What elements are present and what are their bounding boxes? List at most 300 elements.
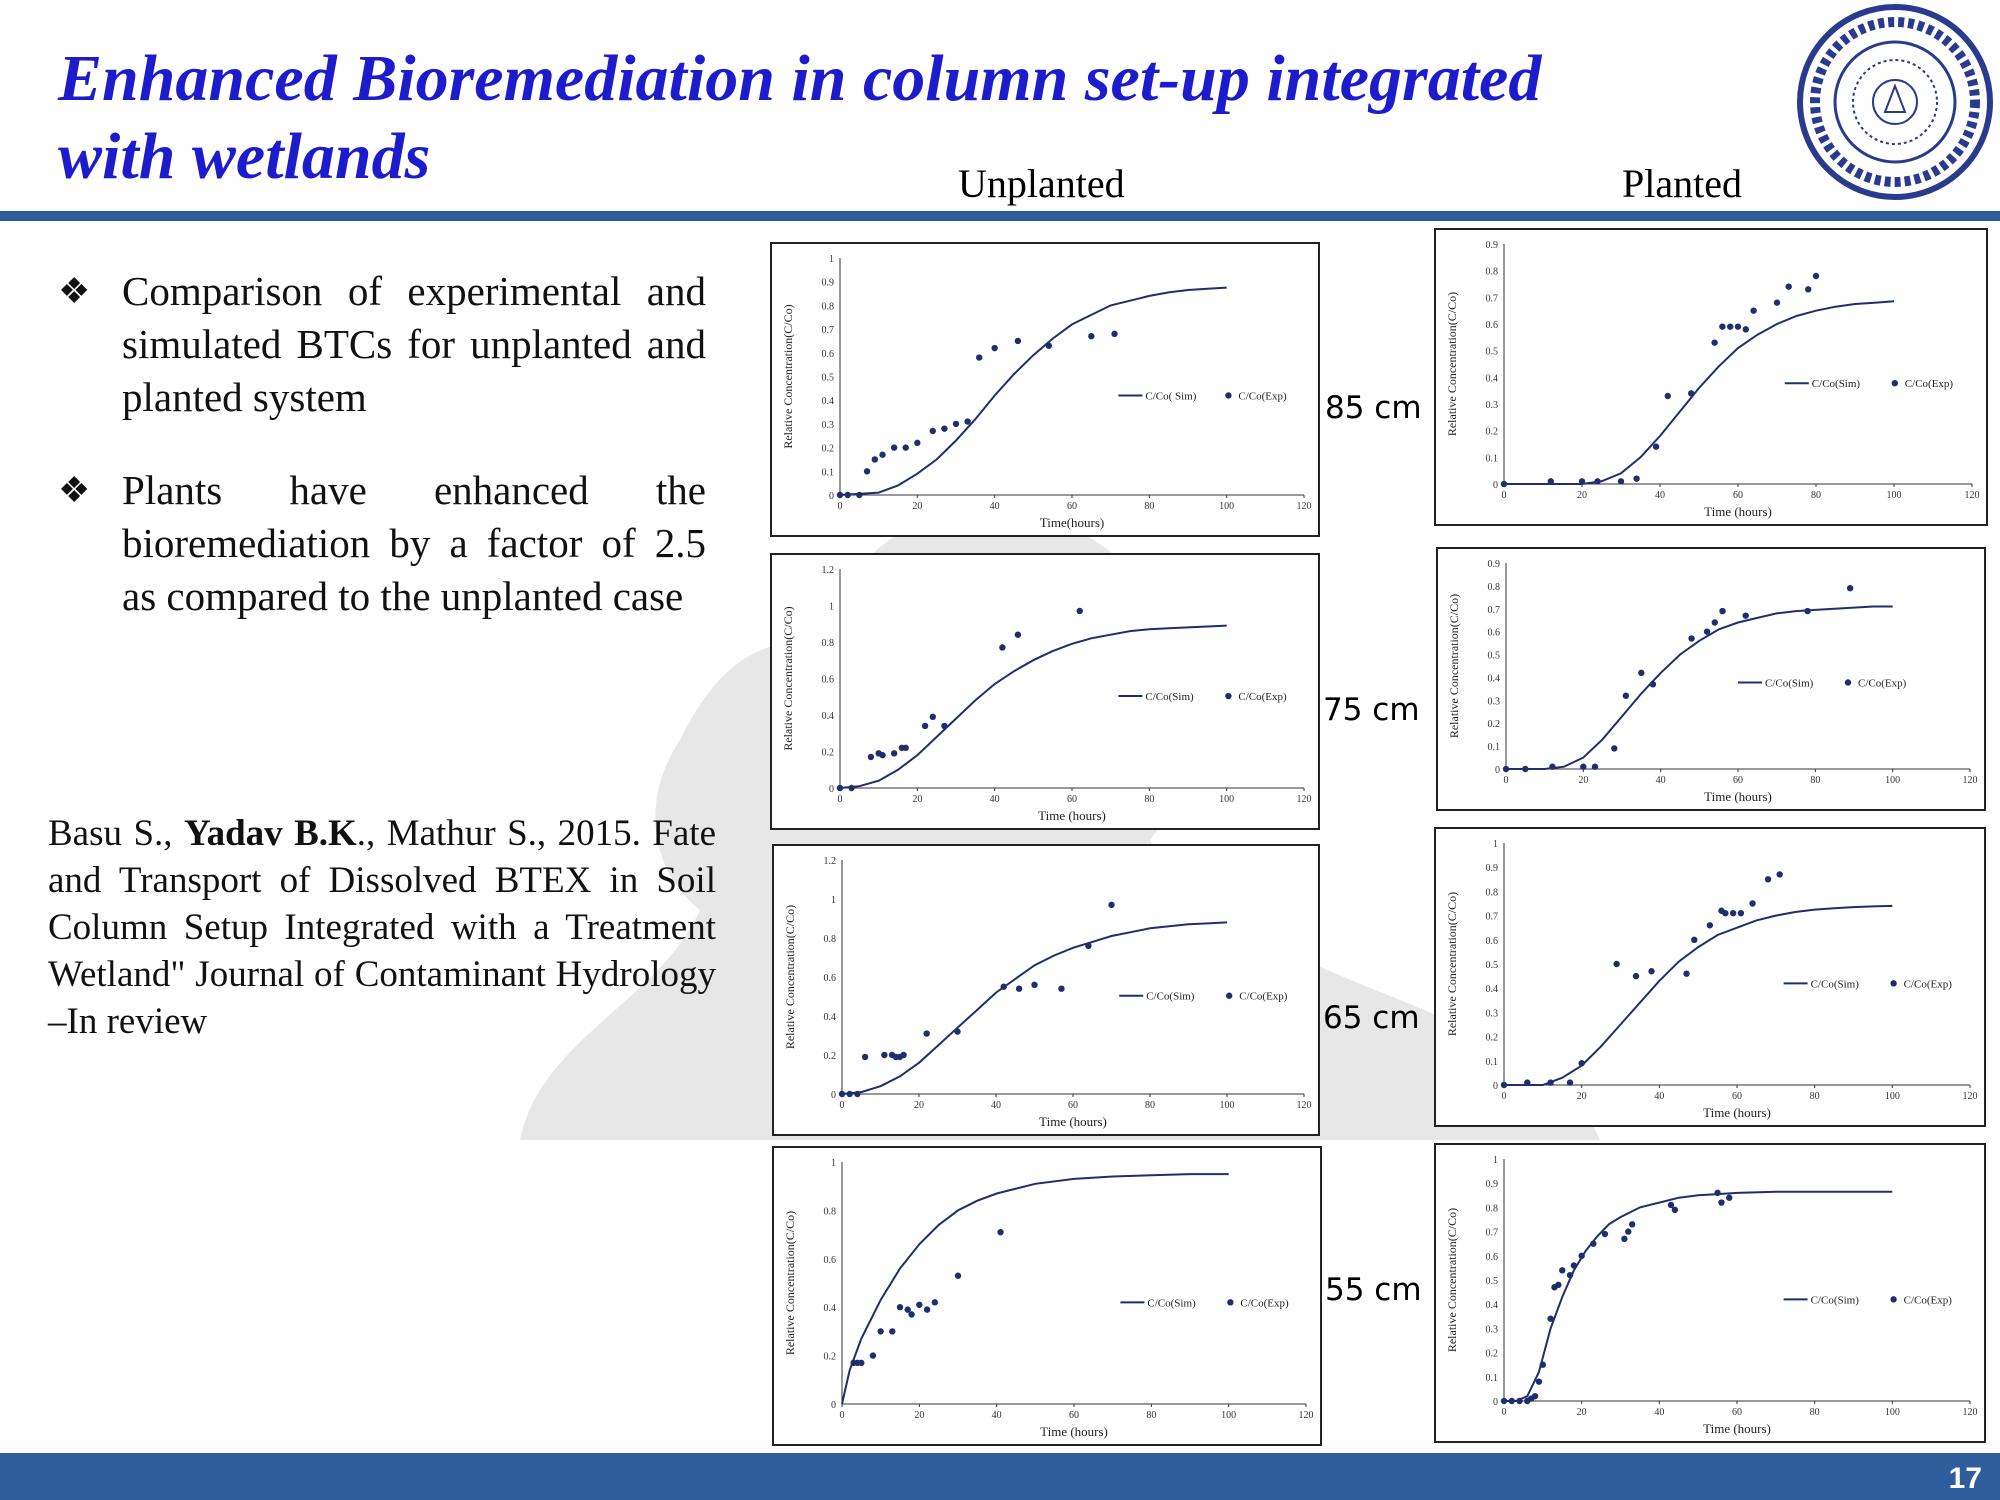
exp-data-point — [1567, 1272, 1573, 1278]
legend-label: C/Co(Exp) — [1238, 390, 1287, 403]
y-tick-label: 0 — [1495, 765, 1500, 776]
exp-data-point — [1594, 478, 1600, 484]
y-tick-label: 1 — [1493, 839, 1498, 850]
x-axis-title: Time (hours) — [1039, 1114, 1107, 1129]
y-tick-label: 0.3 — [821, 419, 834, 431]
exp-data-point — [1536, 1378, 1542, 1384]
x-tick-label: 60 — [1067, 794, 1077, 805]
y-tick-label: 1 — [831, 1158, 836, 1169]
exp-data-point — [1547, 1079, 1553, 1085]
x-tick-label: 60 — [1733, 775, 1743, 786]
page-number: 17 — [1948, 1462, 1982, 1495]
exp-data-point — [1501, 1398, 1507, 1404]
x-tick-label: 100 — [1219, 1100, 1235, 1111]
exp-data-point — [1625, 1228, 1631, 1234]
x-tick-label: 120 — [1962, 1091, 1978, 1102]
legend-label: C/Co(Sim) — [1146, 990, 1195, 1003]
x-tick-label: 0 — [839, 1410, 845, 1421]
exp-data-point — [839, 1091, 845, 1097]
exp-data-point — [1532, 1393, 1538, 1399]
y-tick-label: 1.2 — [823, 856, 836, 867]
chart-planted-85 — [1434, 228, 1988, 526]
y-tick-label: 0.1 — [1485, 453, 1498, 465]
exp-data-point — [891, 750, 897, 756]
y-tick-label: 0.2 — [1487, 719, 1500, 731]
slide-title — [58, 40, 1618, 196]
y-tick-label: 0.8 — [1485, 1203, 1498, 1215]
exp-data-point — [1602, 1231, 1608, 1237]
y-tick-label: 0.8 — [823, 934, 836, 945]
exp-data-point — [1719, 608, 1725, 614]
x-tick-label: 120 — [1962, 1407, 1978, 1418]
y-tick-label: 1 — [831, 895, 836, 906]
x-tick-label: 20 — [1577, 490, 1587, 501]
y-tick-label: 0.2 — [823, 1051, 836, 1062]
legend-label: C/Co(Exp) — [1904, 378, 1954, 391]
exp-data-point — [1813, 273, 1819, 279]
x-tick-label: 120 — [1296, 1100, 1312, 1111]
y-tick-label: 0.9 — [1485, 863, 1498, 875]
x-tick-label: 40 — [1654, 1091, 1665, 1102]
y-tick-label: 0.3 — [1487, 696, 1500, 708]
y-axis-title: Relative Concentration(C/Co) — [1447, 593, 1461, 739]
exp-data-point — [856, 492, 862, 498]
exp-data-point — [955, 1273, 961, 1279]
x-tick-label: 0 — [1503, 775, 1509, 786]
y-tick-label: 0 — [831, 1090, 836, 1101]
x-tick-label: 80 — [1810, 775, 1821, 786]
y-tick-label: 0.8 — [823, 1206, 836, 1218]
x-tick-label: 100 — [1219, 794, 1235, 805]
exp-data-point — [1611, 745, 1617, 751]
y-tick-label: 0 — [829, 491, 834, 502]
slide-title-line-2: with wetlands — [58, 120, 431, 193]
exp-data-point — [1749, 900, 1755, 906]
y-tick-label: 0.1 — [1487, 742, 1500, 754]
exp-data-point — [991, 345, 997, 351]
exp-data-point — [922, 723, 928, 729]
y-tick-label: 0.1 — [1485, 1372, 1498, 1384]
x-tick-label: 20 — [914, 1100, 924, 1111]
exp-data-point — [1108, 902, 1114, 908]
chart-planted-65 — [1434, 827, 1986, 1127]
exp-data-point — [891, 444, 897, 450]
x-tick-label: 0 — [1501, 1091, 1507, 1102]
legend-dot-swatch — [1227, 1299, 1233, 1305]
exp-data-point — [1516, 1398, 1522, 1404]
legend-label: C/Co(Exp) — [1238, 691, 1287, 704]
exp-data-point — [1567, 1079, 1573, 1085]
chart-svg — [1436, 230, 1986, 524]
x-axis-title: Time (hours) — [1703, 1105, 1771, 1120]
x-tick-label: 100 — [1219, 501, 1235, 512]
x-tick-label: 100 — [1886, 490, 1902, 501]
y-tick-label: 0.5 — [1485, 1276, 1498, 1287]
exp-data-point — [1743, 326, 1749, 332]
exp-data-point — [1730, 910, 1736, 916]
exp-data-point — [1718, 1199, 1724, 1205]
y-tick-label: 0.3 — [1485, 400, 1498, 411]
legend-dot-swatch — [1845, 679, 1851, 685]
chart-unplanted-85 — [770, 242, 1320, 537]
y-tick-label: 0.9 — [821, 277, 834, 289]
y-tick-label: 0.8 — [1485, 887, 1498, 899]
y-tick-label: 1 — [829, 254, 834, 265]
x-tick-label: 20 — [912, 501, 923, 512]
y-tick-label: 0.6 — [821, 348, 834, 360]
x-tick-label: 80 — [1809, 1091, 1820, 1102]
header-divider — [0, 211, 2000, 221]
sim-series-line — [840, 626, 1227, 788]
exp-data-point — [1672, 1207, 1678, 1213]
diamond-bullet-icon: ❖ — [58, 271, 91, 311]
x-tick-label: 20 — [1576, 1407, 1587, 1418]
exp-data-point — [908, 1311, 914, 1317]
legend-label: C/Co(Exp) — [1239, 990, 1288, 1003]
exp-data-point — [1077, 608, 1083, 614]
legend-label: C/Co(Sim) — [1765, 677, 1814, 690]
y-tick-label: 0.6 — [823, 973, 836, 984]
x-tick-label: 100 — [1885, 775, 1901, 786]
legend-dot-swatch — [1890, 1296, 1896, 1302]
exp-data-point — [1621, 1236, 1627, 1242]
exp-data-point — [868, 754, 874, 760]
x-tick-label: 60 — [1067, 501, 1077, 512]
y-tick-label: 0 — [1493, 1397, 1498, 1408]
y-tick-label: 0.6 — [821, 674, 834, 686]
exp-data-point — [1058, 986, 1064, 992]
legend-dot-swatch — [1225, 693, 1231, 699]
y-axis-title: Relative Concentration(C/Co) — [1445, 891, 1459, 1037]
legend-label: C/Co(Sim) — [1145, 691, 1194, 704]
exp-data-point — [1786, 283, 1792, 289]
y-tick-label: 1 — [1493, 1155, 1498, 1166]
exp-data-point — [1579, 478, 1585, 484]
exp-data-point — [964, 418, 970, 424]
exp-data-point — [1509, 1398, 1515, 1404]
y-tick-label: 0.4 — [821, 711, 834, 722]
exp-data-point — [903, 745, 909, 751]
exp-data-point — [1015, 632, 1021, 638]
y-tick-label: 0.4 — [823, 1303, 836, 1315]
x-axis-title: Time (hours) — [1703, 1421, 1771, 1436]
exp-data-point — [1704, 628, 1710, 634]
x-tick-label: 0 — [1501, 1407, 1507, 1418]
chart-svg — [1436, 829, 1984, 1125]
exp-data-point — [854, 1091, 860, 1097]
exp-data-point — [999, 644, 1005, 650]
legend-label: C/Co(Exp) — [1240, 1297, 1289, 1310]
exp-data-point — [879, 452, 885, 458]
y-tick-label: 1 — [829, 601, 834, 613]
x-axis-title: Time (hours) — [1040, 1424, 1108, 1439]
exp-data-point — [1774, 299, 1780, 305]
diamond-bullet-icon: ❖ — [58, 470, 91, 510]
exp-data-point — [877, 1328, 883, 1334]
x-tick-label: 120 — [1964, 490, 1980, 501]
x-tick-label: 120 — [1962, 775, 1978, 786]
y-tick-label: 0.1 — [821, 467, 834, 479]
exp-data-point — [881, 1052, 887, 1058]
x-tick-label: 0 — [837, 501, 843, 512]
exp-data-point — [1633, 475, 1639, 481]
y-tick-label: 0.9 — [1485, 1179, 1498, 1191]
legend-label: C/Co(Exp) — [1903, 978, 1952, 991]
exp-data-point — [916, 1302, 922, 1308]
x-tick-label: 80 — [1144, 501, 1155, 512]
legend-dot-swatch — [1225, 392, 1231, 398]
slide-title-line-1: Enhanced Bioremediation in column set-up integrated — [58, 42, 1542, 115]
x-tick-label: 40 — [1655, 775, 1666, 786]
x-tick-label: 100 — [1884, 1091, 1900, 1102]
exp-data-point — [930, 714, 936, 720]
exp-data-point — [903, 444, 909, 450]
x-tick-label: 80 — [1144, 794, 1155, 805]
y-tick-label: 0.7 — [1485, 293, 1498, 305]
y-tick-label: 0.4 — [823, 1012, 836, 1023]
exp-data-point — [1088, 333, 1094, 339]
exp-data-point — [1522, 766, 1528, 772]
exp-data-point — [847, 1091, 853, 1097]
exp-data-point — [1001, 984, 1007, 990]
exp-data-point — [837, 785, 843, 791]
x-tick-label: 20 — [914, 1410, 925, 1421]
exp-data-point — [1765, 876, 1771, 882]
chart-planted-55 — [1434, 1143, 1986, 1443]
exp-data-point — [1501, 1082, 1507, 1088]
y-axis-title: Relative Concentration(C/Co) — [1445, 291, 1459, 437]
exp-data-point — [1524, 1079, 1530, 1085]
bullet-text: Comparison of experimental and simulated BTCs for unplanted and planted system — [122, 268, 706, 420]
unplanted-label: Unplanted — [958, 161, 1125, 206]
y-tick-label: 0.6 — [1487, 627, 1500, 639]
chart-svg — [772, 244, 1318, 535]
exp-data-point — [1031, 982, 1037, 988]
y-axis-title: Relative Concentration(C/Co) — [783, 904, 797, 1050]
sim-series-line — [842, 922, 1227, 1094]
depth-label-65: 65 cm — [1323, 1000, 1420, 1036]
chart-svg — [772, 555, 1318, 828]
x-axis-title: Time (hours) — [1704, 504, 1772, 519]
exp-data-point — [914, 440, 920, 446]
y-tick-label: 0.9 — [1487, 559, 1500, 570]
exp-data-point — [1580, 764, 1586, 770]
sim-series-line — [842, 1174, 1229, 1404]
legend-label: C/Co(Sim) — [1811, 378, 1861, 391]
y-tick-label: 0.5 — [1485, 346, 1498, 358]
exp-data-point — [1750, 307, 1756, 313]
y-tick-label: 0.9 — [1485, 240, 1498, 251]
exp-data-point — [1722, 910, 1728, 916]
exp-data-point — [897, 1304, 903, 1310]
exp-data-point — [889, 1328, 895, 1334]
exp-data-point — [924, 1030, 930, 1036]
chart-svg — [774, 1148, 1320, 1444]
legend-dot-swatch — [1892, 380, 1898, 386]
y-tick-label: 0.6 — [1485, 1251, 1498, 1263]
legend-label: C/Co(Exp) — [1903, 1294, 1952, 1307]
exp-data-point — [1711, 339, 1717, 345]
exp-data-point — [1735, 323, 1741, 329]
x-axis-title: Time (hours) — [1038, 808, 1106, 823]
y-tick-label: 0.2 — [1485, 426, 1498, 438]
bullet-item — [58, 464, 706, 623]
chart-svg — [1436, 1145, 1984, 1441]
x-tick-label: 60 — [1068, 1100, 1078, 1111]
exp-data-point — [1777, 871, 1783, 877]
exp-data-point — [1623, 693, 1629, 699]
exp-data-point — [1727, 323, 1733, 329]
y-tick-label: 0.6 — [823, 1254, 836, 1266]
y-tick-label: 0 — [1493, 480, 1498, 491]
exp-data-point — [1804, 608, 1810, 614]
legend-label: C/Co(Sim) — [1810, 978, 1859, 991]
exp-data-point — [997, 1229, 1003, 1235]
chart-unplanted-55 — [772, 1146, 1322, 1446]
exp-data-point — [1714, 1190, 1720, 1196]
y-tick-label: 0.7 — [1485, 911, 1498, 923]
y-tick-label: 0.2 — [821, 443, 834, 455]
exp-data-point — [837, 492, 843, 498]
y-tick-label: 0 — [831, 1400, 836, 1411]
exp-data-point — [1648, 968, 1654, 974]
exp-data-point — [1847, 585, 1853, 591]
exp-data-point — [1726, 1195, 1732, 1201]
exp-data-point — [1707, 922, 1713, 928]
exp-data-point — [1503, 766, 1509, 772]
chart-svg — [1438, 549, 1984, 809]
depth-label-55: 55 cm — [1325, 1272, 1422, 1308]
y-tick-label: 0.5 — [821, 372, 834, 384]
exp-data-point — [1016, 986, 1022, 992]
exp-data-point — [879, 752, 885, 758]
y-tick-label: 0.8 — [1487, 581, 1500, 593]
x-tick-label: 100 — [1221, 1410, 1237, 1421]
x-tick-label: 120 — [1298, 1410, 1314, 1421]
exp-data-point — [1633, 973, 1639, 979]
exp-data-point — [932, 1299, 938, 1305]
chart-unplanted-75 — [770, 553, 1320, 830]
chart-unplanted-65 — [772, 844, 1320, 1136]
y-tick-label: 0.8 — [821, 301, 834, 313]
y-axis-title: Relative Concentration(C/Co) — [781, 304, 795, 449]
exp-data-point — [1719, 323, 1725, 329]
legend-dot-swatch — [1890, 980, 1896, 986]
exp-data-point — [1547, 1316, 1553, 1322]
reference-citation — [48, 810, 716, 1045]
exp-data-point — [1618, 478, 1624, 484]
sim-series-line — [1506, 607, 1893, 770]
exp-data-point — [1085, 943, 1091, 949]
y-tick-label: 0.3 — [1485, 1008, 1498, 1020]
exp-data-point — [1653, 443, 1659, 449]
exp-data-point — [1683, 970, 1689, 976]
x-tick-label: 120 — [1296, 501, 1312, 512]
x-tick-label: 40 — [989, 794, 1000, 805]
x-tick-label: 20 — [1578, 775, 1589, 786]
x-tick-label: 20 — [1576, 1091, 1587, 1102]
exp-data-point — [845, 492, 851, 498]
footer-bar — [0, 1453, 2000, 1500]
x-tick-label: 0 — [837, 794, 843, 805]
exp-data-point — [1592, 764, 1598, 770]
legend-label: C/Co(Sim) — [1147, 1297, 1196, 1310]
x-tick-label: 60 — [1733, 490, 1743, 501]
x-tick-label: 80 — [1809, 1407, 1820, 1418]
x-tick-label: 80 — [1146, 1410, 1157, 1421]
exp-data-point — [941, 723, 947, 729]
exp-data-point — [1691, 937, 1697, 943]
exp-data-point — [1578, 1060, 1584, 1066]
x-axis-title: Time (hours) — [1704, 789, 1772, 804]
exp-data-point — [1613, 961, 1619, 967]
exp-data-point — [1590, 1241, 1596, 1247]
x-tick-label: 100 — [1884, 1407, 1900, 1418]
exp-data-point — [1805, 286, 1811, 292]
reference-part-1: Basu S., — [48, 813, 184, 854]
x-tick-label: 80 — [1811, 490, 1821, 501]
exp-data-point — [864, 468, 870, 474]
x-tick-label: 40 — [989, 501, 1000, 512]
exp-data-point — [924, 1306, 930, 1312]
y-tick-label: 0 — [829, 784, 834, 795]
exp-data-point — [1111, 331, 1117, 337]
exp-data-point — [1688, 390, 1694, 396]
y-tick-label: 0.4 — [821, 396, 834, 408]
y-axis-title: Relative Concentration(C/Co) — [783, 1210, 797, 1356]
y-tick-label: 0.2 — [1485, 1348, 1498, 1360]
exp-data-point — [1559, 1267, 1565, 1273]
exp-data-point — [1738, 910, 1744, 916]
y-tick-label: 0.8 — [1485, 266, 1498, 278]
exp-data-point — [858, 1360, 864, 1366]
x-tick-label: 60 — [1069, 1410, 1079, 1421]
exp-data-point — [1650, 681, 1656, 687]
bullet-item — [58, 265, 706, 424]
x-tick-label: 40 — [1655, 490, 1665, 501]
x-tick-label: 20 — [912, 794, 923, 805]
exp-data-point — [953, 421, 959, 427]
sim-series-line — [1504, 906, 1892, 1085]
legend-dot-swatch — [1226, 993, 1232, 999]
y-tick-label: 0.5 — [1485, 960, 1498, 971]
y-tick-label: 0.4 — [1485, 1300, 1498, 1312]
exp-data-point — [1743, 612, 1749, 618]
exp-data-point — [976, 354, 982, 360]
y-tick-label: 0.7 — [821, 325, 834, 337]
exp-data-point — [1688, 635, 1694, 641]
y-tick-label: 0.4 — [1485, 984, 1498, 996]
x-tick-label: 60 — [1732, 1407, 1742, 1418]
depth-label-85: 85 cm — [1325, 390, 1422, 426]
iit-roorkee-logo — [1795, 2, 1995, 202]
exp-data-point — [930, 428, 936, 434]
bullet-list — [58, 265, 706, 663]
exp-data-point — [1578, 1253, 1584, 1259]
y-tick-label: 0.2 — [1485, 1032, 1498, 1044]
y-axis-title: Relative Concentration(C/Co) — [781, 606, 795, 751]
x-tick-label: 60 — [1732, 1091, 1742, 1102]
exp-data-point — [941, 425, 947, 431]
bullet-text: Plants have enhanced the bioremediation by a factor of 2.5 as compared to the unplanted case — [122, 467, 706, 619]
x-axis-title: Time(hours) — [1039, 515, 1105, 530]
y-tick-label: 0.2 — [823, 1351, 836, 1363]
x-tick-label: 40 — [991, 1100, 1001, 1111]
y-tick-label: 0.4 — [1487, 673, 1500, 685]
exp-data-point — [872, 456, 878, 462]
y-tick-label: 0.7 — [1485, 1227, 1498, 1239]
y-tick-label: 0.6 — [1485, 935, 1498, 947]
